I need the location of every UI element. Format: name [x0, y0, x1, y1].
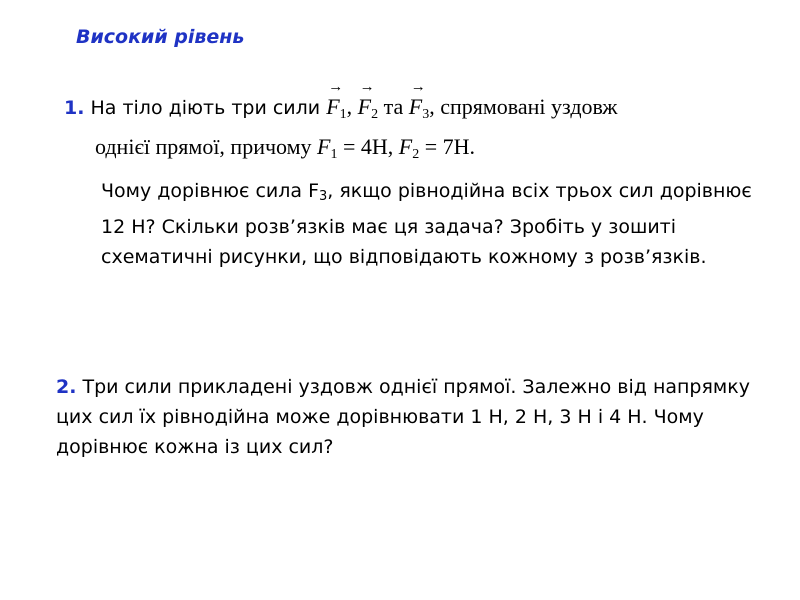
f2-value: = 7Н.	[419, 134, 476, 159]
section-title: Високий рівень	[76, 26, 245, 48]
question-part-2: , якщо рівнодійна всіх трьох сил дорівнює 12 Н? Скільки розв’язків має ця задача? Зробіть у зошиті схематичні рисунки, що відповідають кожному з розв’язків.	[101, 180, 752, 268]
and-word: та	[378, 94, 409, 119]
problem-1-number: 1.	[64, 97, 85, 119]
problem-2-number: 2.	[56, 376, 77, 398]
vector-f3: → $F_3$	[409, 94, 429, 123]
problem-2-text: Три сили прикладені уздовж однієї прямої. Залежно від напрямку цих сил їх рівнодійна може дорівнювати 1 Н, 2 Н, 3 Н і 4 Н. Чому дорівнює кожна із цих сил?	[56, 376, 750, 458]
question-subscript: 3	[319, 189, 328, 204]
f2-symbol: $F_2$	[398, 134, 420, 162]
vector-f1: → $F_1$	[326, 94, 346, 123]
problem-1-intro: На тіло діють три сили	[84, 97, 327, 119]
f1-value: = 4Н,	[337, 134, 399, 159]
problem-1-line-1	[64, 94, 617, 123]
comma-separator: ,	[346, 94, 358, 119]
problem-2	[56, 372, 776, 462]
vector-f2: → $F_2$	[358, 94, 378, 123]
f1-symbol: $F_1$	[317, 134, 338, 162]
question-part-1: Чому дорівнює сила F	[101, 180, 319, 202]
problem-1-question	[101, 176, 781, 272]
problem-1-directed: , спрямовані уздовж	[429, 94, 618, 119]
problem-1-line-2-text: однієї прямої, причому	[95, 134, 318, 159]
problem-1-line-2	[95, 134, 475, 163]
